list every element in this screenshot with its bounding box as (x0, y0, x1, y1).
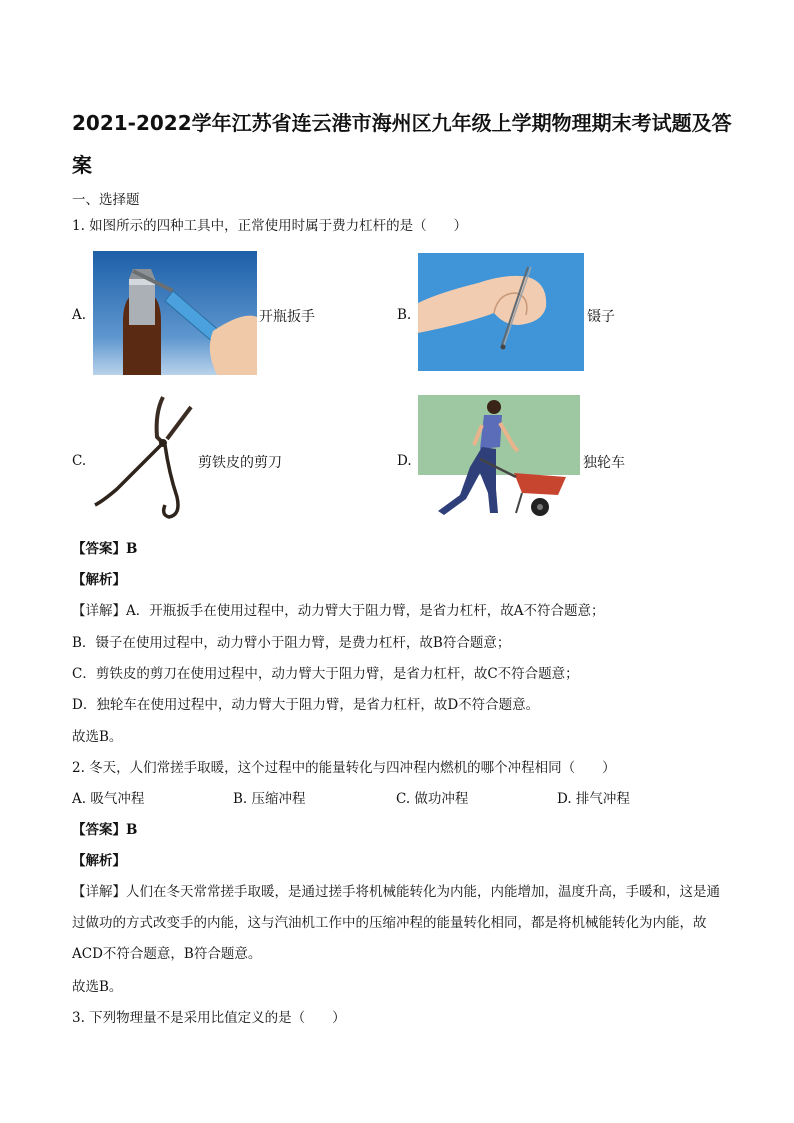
q1-option-b-caption: 镊子 (587, 309, 615, 325)
q1-option-d-label: D. (397, 453, 412, 469)
q2-answer: 【答案】B (72, 822, 138, 838)
q1-conclusion: 故选B。 (72, 729, 123, 745)
q1-option-d-caption: 独轮车 (583, 455, 625, 471)
q1-option-a-caption: 开瓶扳手 (259, 309, 315, 325)
q1-detail-c: C．剪铁皮的剪刀在使用过程中，动力臂大于阻力臂，是省力杠杆，故C不符合题意； (72, 666, 579, 682)
q1-detail-b: B．镊子在使用过程中，动力臂小于阻力臂，是费力杠杆，故B符合题意； (72, 635, 511, 651)
q1-option-b-label: B. (397, 307, 412, 323)
q1-analysis-heading: 【解析】 (72, 572, 126, 588)
q1-option-c-label: C. (72, 453, 87, 469)
q1-detail-a: 【详解】A．开瓶扳手在使用过程中，动力臂大于阻力臂，是省力杠杆，故A不符合题意； (72, 603, 605, 619)
q3-stem: 3. 下列物理量不是采用比值定义的是（ ） (72, 1010, 346, 1026)
q1-option-a-label: A. (72, 307, 87, 323)
q2-analysis-heading: 【解析】 (72, 853, 126, 869)
q1-answer: 【答案】B (72, 541, 138, 557)
q2-option-d: D. 排气冲程 (557, 791, 630, 807)
q2-option-a: A. 吸气冲程 (72, 791, 145, 807)
tweezers-photo (418, 253, 584, 371)
q2-option-b: B. 压缩冲程 (233, 791, 306, 807)
q2-conclusion: 故选B。 (72, 979, 123, 995)
section-heading: 一、选择题 (72, 192, 140, 208)
q1-stem: 1. 如图所示的四种工具中，正常使用时属于费力杠杆的是（ ） (72, 218, 468, 234)
wheelbarrow-photo (418, 395, 580, 521)
bottle-opener-photo (93, 251, 257, 375)
q2-detail: 【详解】人们在冬天常常搓手取暖，是通过搓手将机械能转化为内能，内能增加，温度升高，手暖和，这是通过做功的方式改变手的内能，这与汽油机工作中的压缩冲程的能量转化相同，都是将机械能转化为内能，故ACD不符合题意，B符合题意。 (72, 884, 720, 962)
q1-detail-d: D．独轮车在使用过程中，动力臂大于阻力臂，是省力杠杆，故D不符合题意。 (72, 697, 540, 713)
tin-shears-photo (93, 393, 197, 521)
document-title: 2021-2022学年江苏省连云港市海州区九年级上学期物理期末考试题及答案 (72, 111, 732, 177)
q1-option-c-caption: 剪铁皮的剪刀 (198, 455, 282, 471)
q2-stem: 2. 冬天，人们常搓手取暖，这个过程中的能量转化与四冲程内燃机的哪个冲程相同（ ） (72, 760, 616, 776)
q2-option-c: C. 做功冲程 (396, 791, 469, 807)
